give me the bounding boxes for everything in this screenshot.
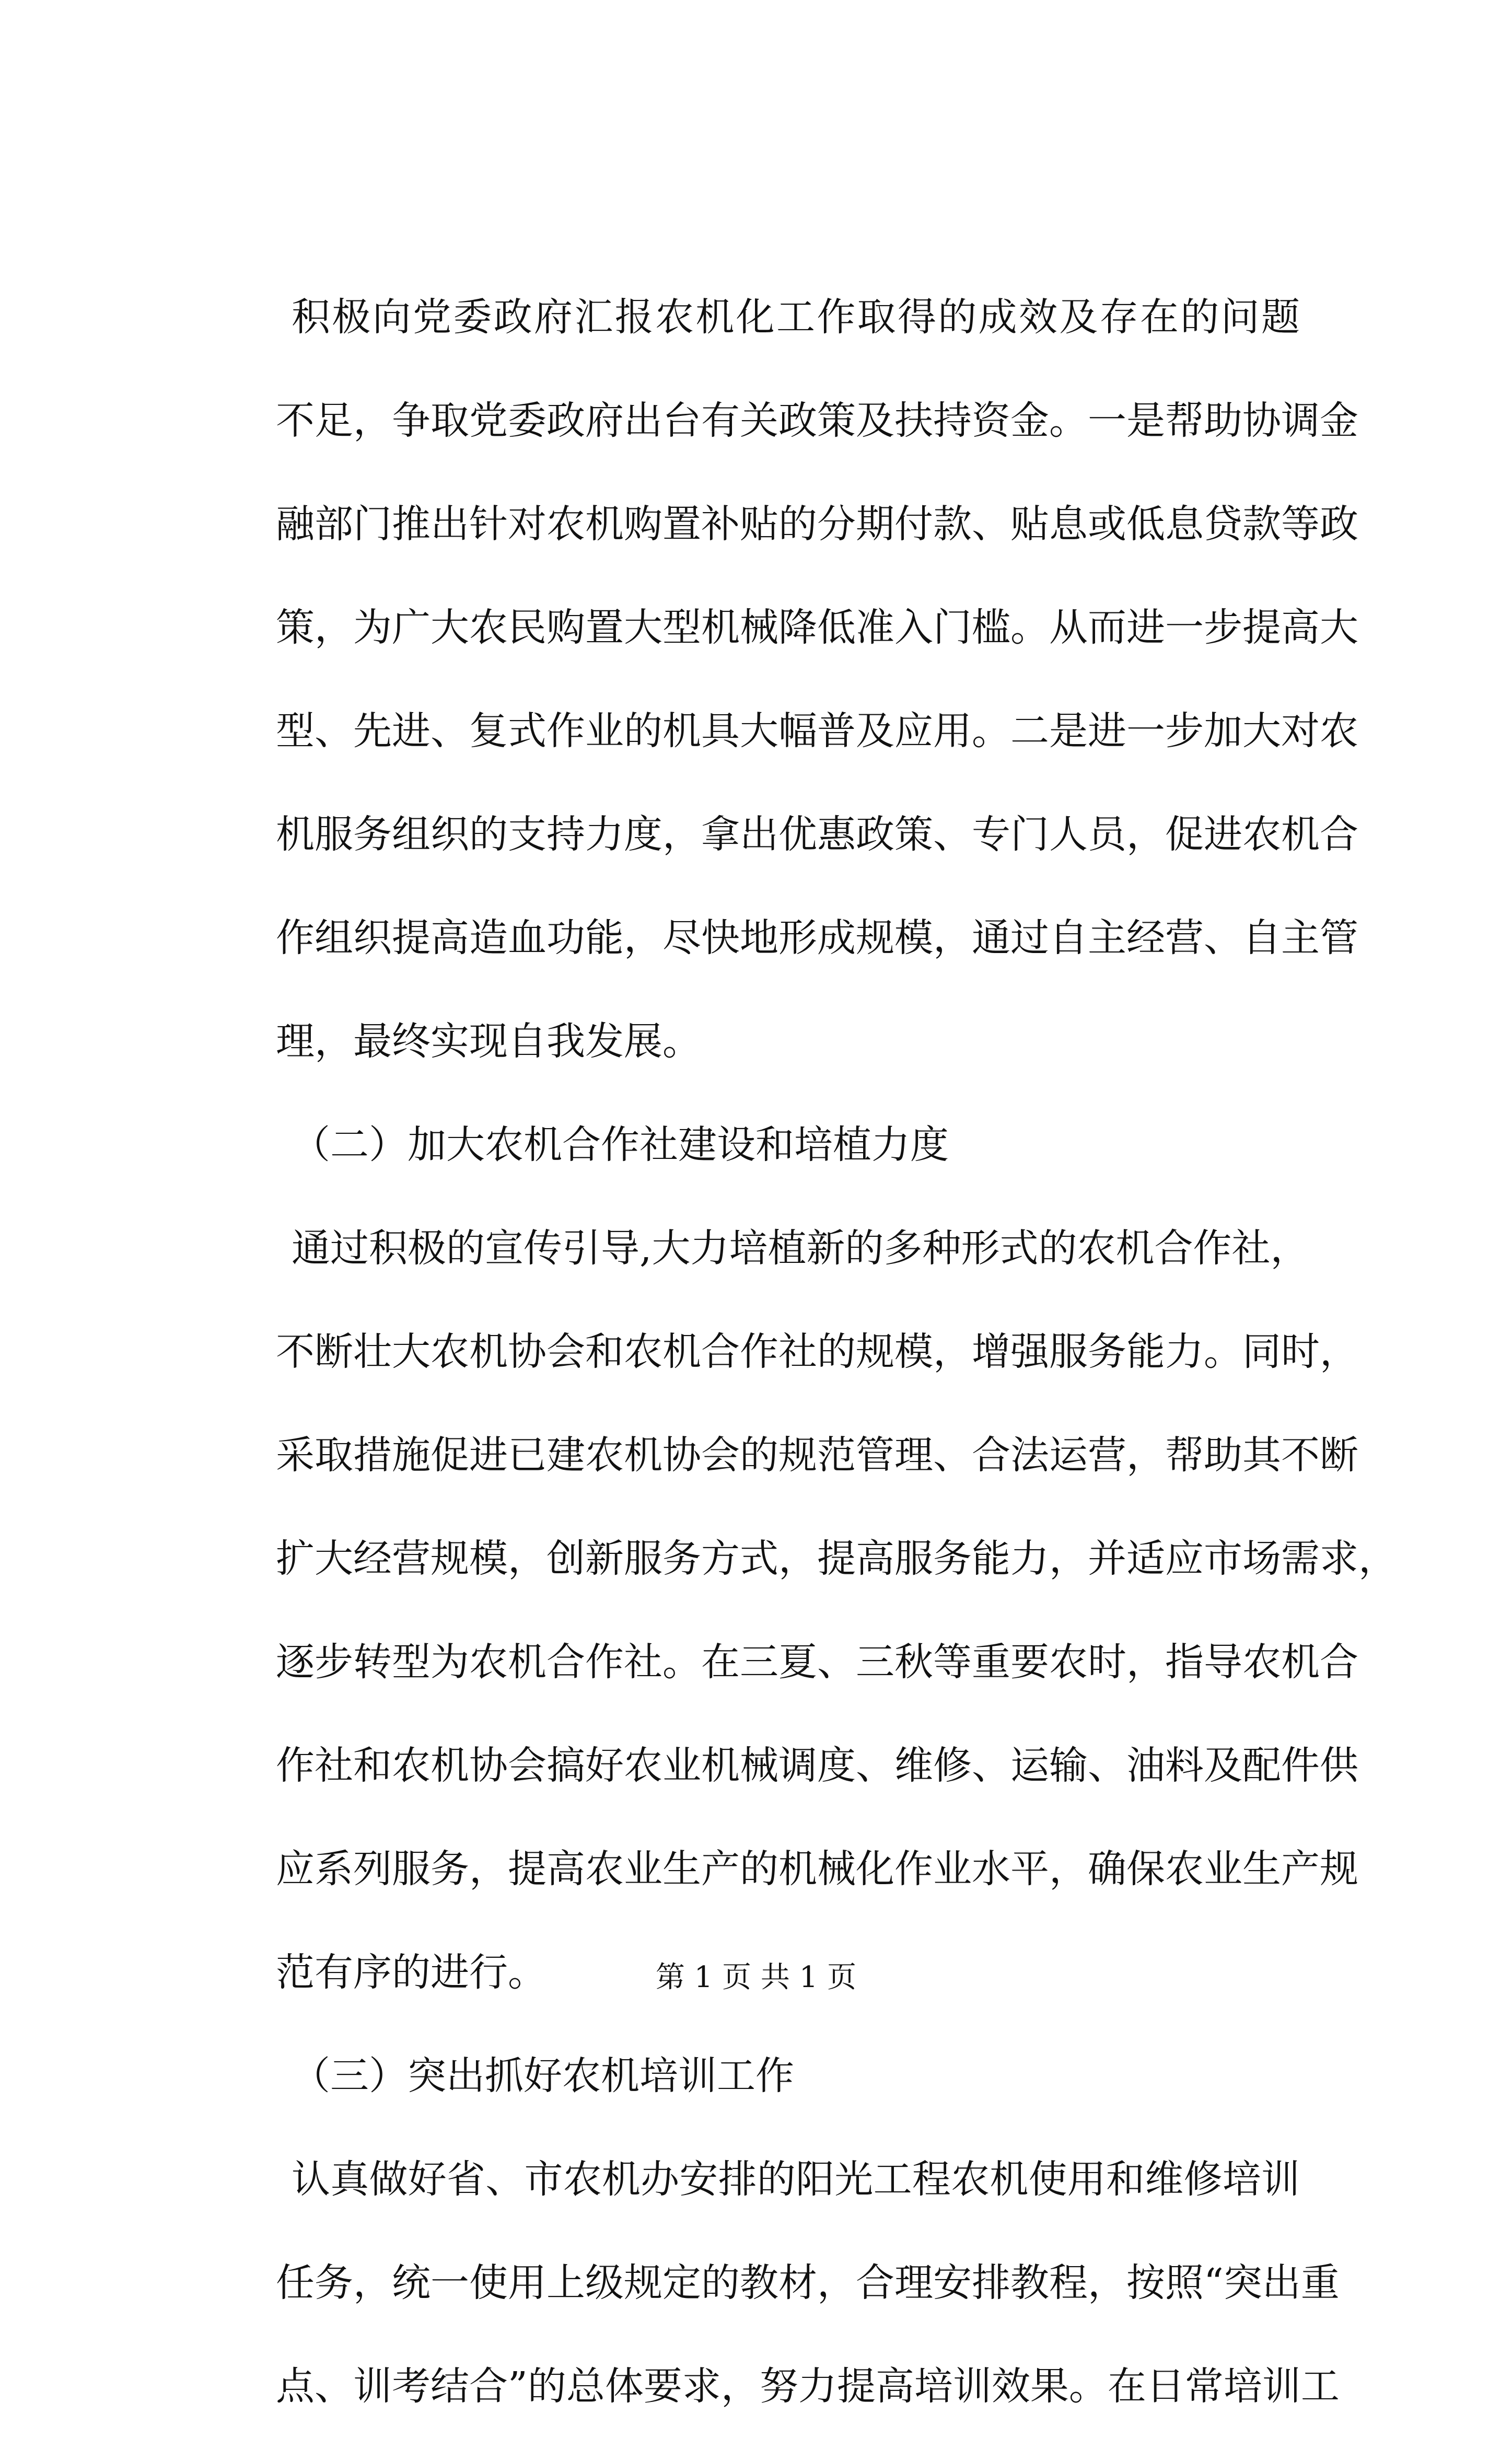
paragraph-line: 策，为广大农民购置大型机械降低准入门槛。从而进一步提高大 <box>276 605 1358 650</box>
section-heading: （三）突出抓好农机培训工作 <box>292 2053 794 2098</box>
paragraph-line: 积极向党委政府汇报农机化工作取得的成效及存在的问题 <box>292 295 1300 340</box>
paragraph-line: 应系列服务，提高农业生产的机械化作业水平，确保农业生产规 <box>276 1847 1358 1891</box>
paragraph-line: 认真做好省、市农机办安排的阳光工程农机使用和维修培训 <box>292 2157 1300 2202</box>
paragraph-line: 机服务组织的支持力度，拿出优惠政策、专门人员，促进农机合 <box>276 812 1358 857</box>
paragraph-line: 理，最终实现自我发展。 <box>276 1019 701 1064</box>
page-footer: 第 1 页 共 1 页 <box>655 1960 857 1994</box>
paragraph-line: 任务，统一使用上级规定的教材，合理安排教程，按照“突出重 <box>276 2260 1340 2305</box>
paragraph-line: 点、训考结合”的总体要求，努力提高培训效果。在日常培训工 <box>276 2364 1340 2409</box>
paragraph-line: 作社和农机协会搞好农业机械调度、维修、运输、油料及配件供 <box>276 1743 1358 1788</box>
paragraph-line: 型、先进、复式作业的机具大幅普及应用。二是进一步加大对农 <box>276 709 1358 753</box>
section-heading: （二）加大农机合作社建设和培植力度 <box>292 1122 949 1167</box>
paragraph-line: 不足，争取党委政府出台有关政策及扶持资金。一是帮助协调金 <box>276 398 1358 443</box>
paragraph-line: 融部门推出针对农机购置补贴的分期付款、贴息或低息贷款等政 <box>276 502 1358 547</box>
document-body <box>276 265 1397 2438</box>
paragraph-line: 通过积极的宣传引导,大力培植新的多种形式的农机合作社， <box>292 1226 1309 1271</box>
paragraph-line: 逐步转型为农机合作社。在三夏、三秋等重要农时，指导农机合 <box>276 1640 1358 1685</box>
paragraph-line: 范有序的进行。 <box>276 1950 546 1995</box>
paragraph-line: 扩大经营规模，创新服务方式，提高服务能力，并适应市场需求， <box>276 1536 1397 1581</box>
paragraph-line: 作组织提高造血功能，尽快地形成规模，通过自主经营、自主管 <box>276 915 1358 960</box>
paragraph-line: 采取措施促进已建农机协会的规范管理、合法运营，帮助其不断 <box>276 1433 1358 1478</box>
paragraph-line: 不断壮大农机协会和农机合作社的规模，增强服务能力。同时， <box>276 1329 1358 1374</box>
